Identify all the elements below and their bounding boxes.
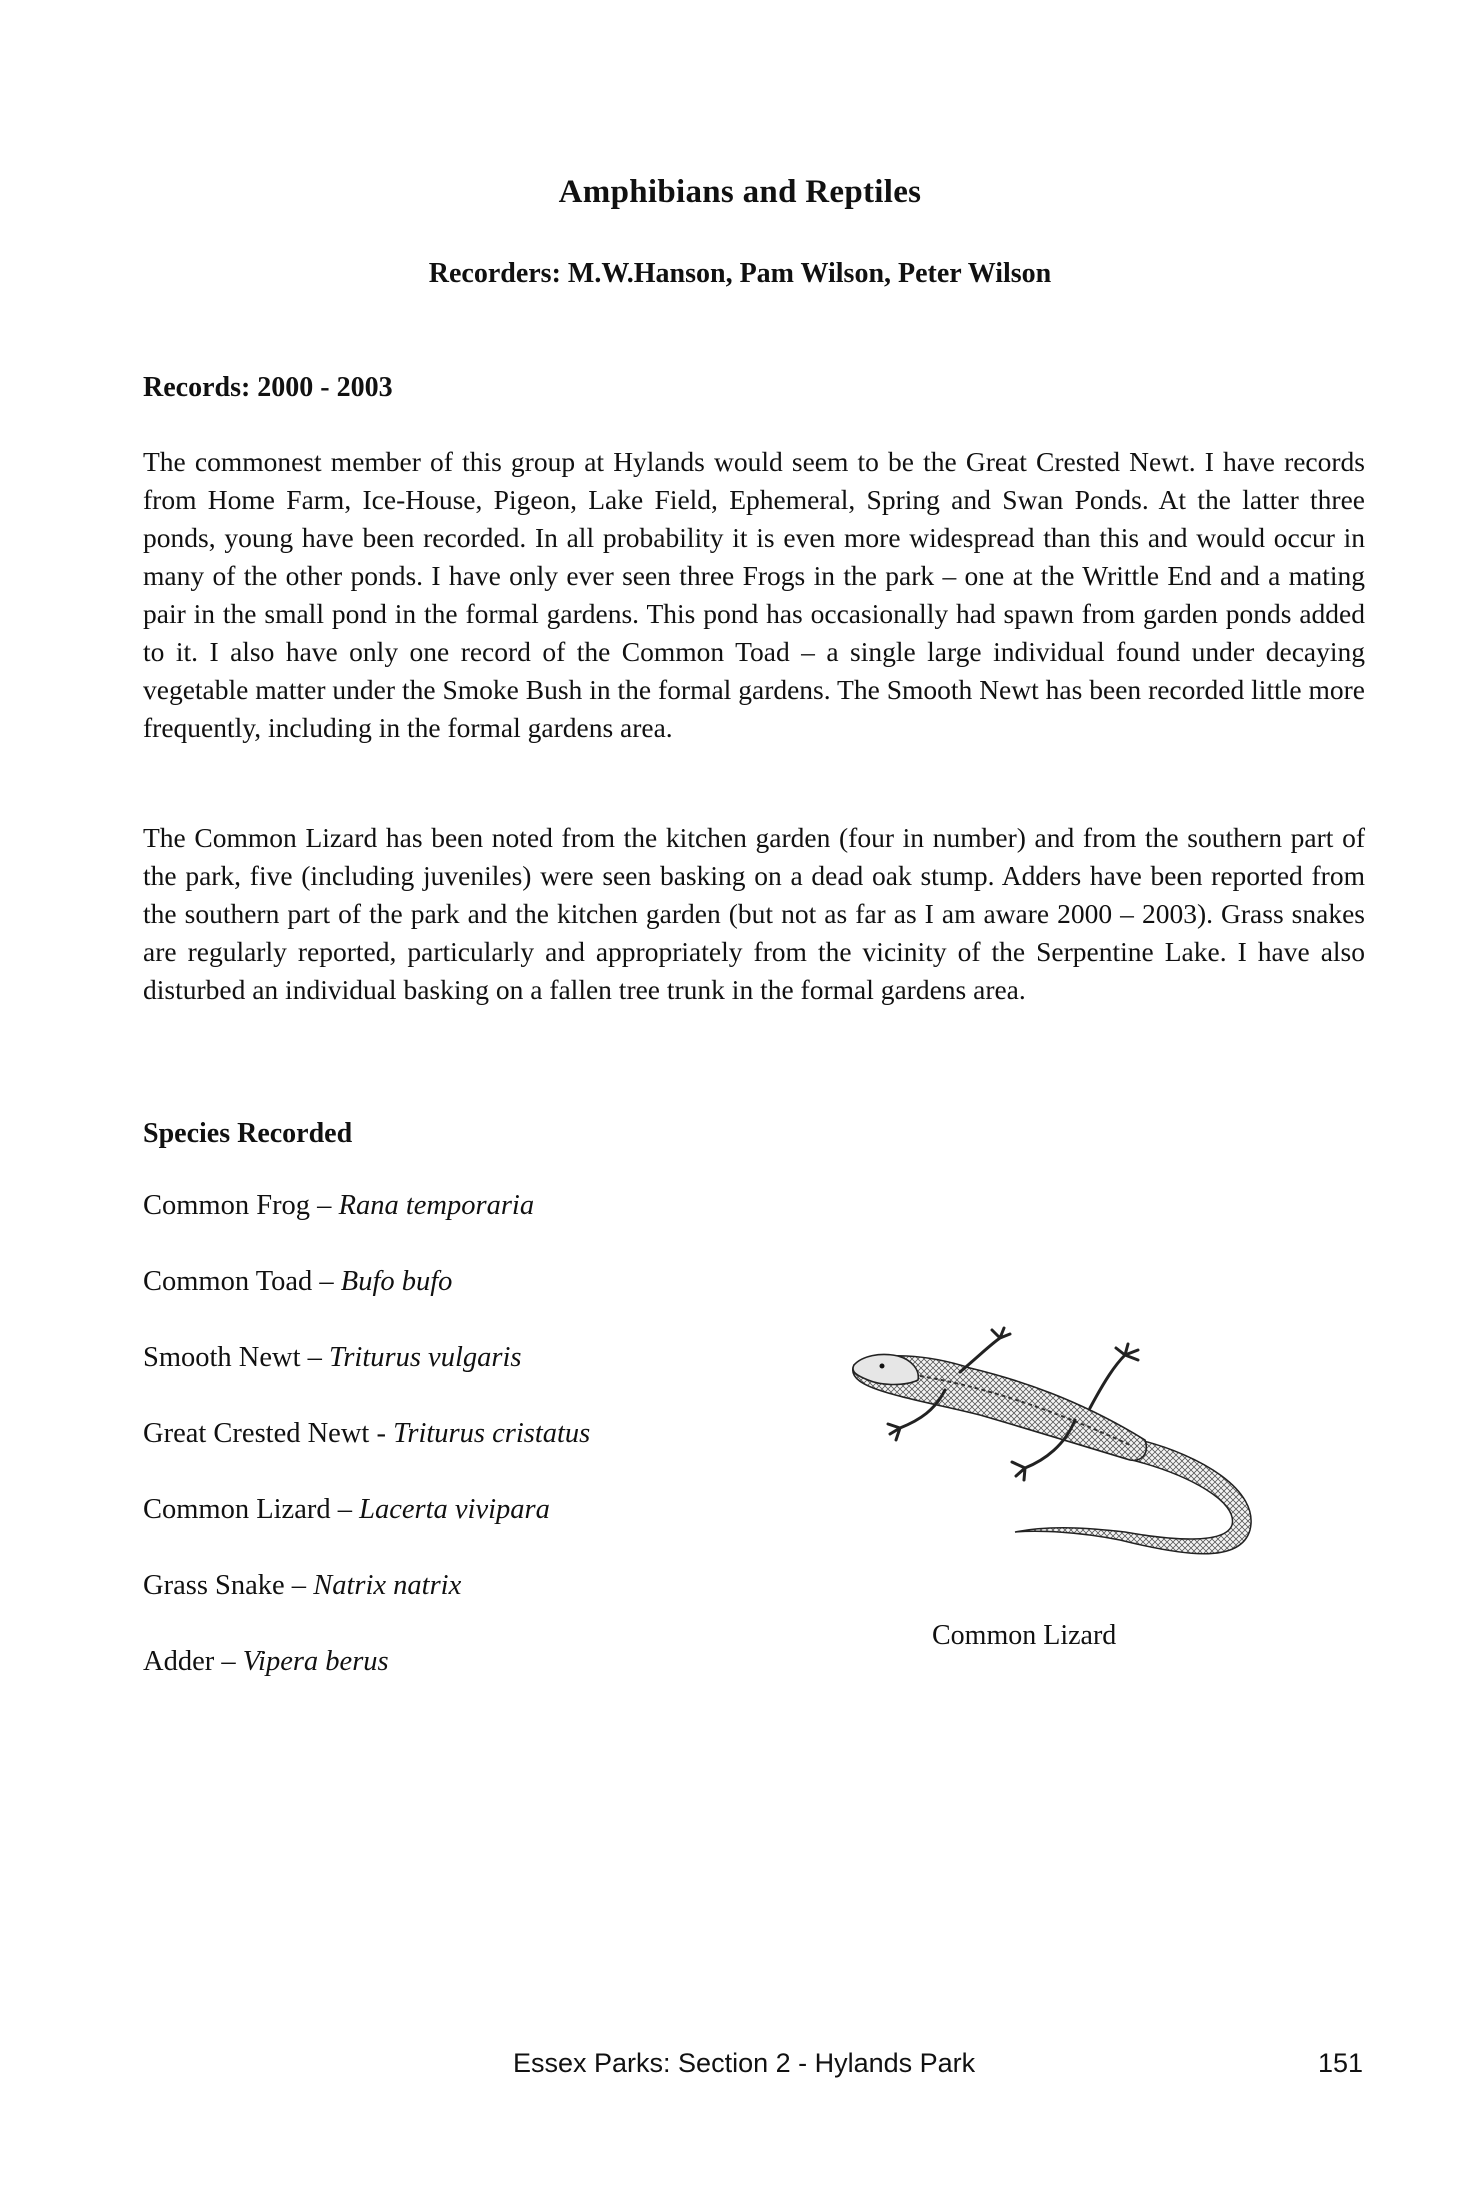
body-paragraph-1: The commonest member of this group at Hylands would seem to be the Great Crested Newt. I have records from Home Farm, Ice-House, Pigeon, Lake Field, Ephemeral, Spring and Swan Ponds. At the latter three ponds, young have been recorded. In all probability it is even more widespread than this and would occur in many of the other ponds. I have only ever seen three Frogs in the park – one at the Writtle End and a mating pair in the small pond in the formal gardens. This pond has occasionally had spawn from garden ponds added to it. I also have only one record of the Common Toad – a single large individual found under decaying vegetable matter under the Smoke Bush in the formal gardens. The Smooth Newt has been recorded little more frequently, including in the formal gardens area. xyxy=(143,446,1365,743)
figure-caption: Common Lizard xyxy=(932,1620,1117,1651)
species-latin-name: Triturus cristatus xyxy=(393,1418,591,1449)
species-common-name: Common Lizard – xyxy=(143,1494,360,1525)
species-item xyxy=(143,1568,590,1644)
footer-title: Essex Parks: Section 2 - Hylands Park xyxy=(513,2048,976,2078)
species-common-name: Smooth Newt – xyxy=(143,1342,330,1373)
recorders-line: Recorders: M.W.Hanson, Pam Wilson, Peter Wilson xyxy=(428,258,1052,289)
species-common-name: Common Toad – xyxy=(143,1266,341,1297)
species-latin-name: Vipera berus xyxy=(242,1646,389,1677)
species-latin-name: Rana temporaria xyxy=(338,1190,535,1221)
species-common-name: Great Crested Newt - xyxy=(143,1418,394,1449)
lizard-illustration xyxy=(840,1320,1290,1590)
species-item xyxy=(143,1416,590,1492)
lizard-icon xyxy=(840,1320,1290,1590)
page-title: Amphibians and Reptiles xyxy=(558,174,922,210)
species-latin-name: Lacerta vivipara xyxy=(359,1494,550,1525)
species-latin-name: Natrix natrix xyxy=(313,1570,462,1601)
species-item xyxy=(143,1264,590,1340)
records-heading: Records: 2000 - 2003 xyxy=(143,372,393,403)
species-heading: Species Recorded xyxy=(143,1118,353,1149)
species-common-name: Adder – xyxy=(143,1646,243,1677)
species-item xyxy=(143,1492,590,1568)
species-latin-name: Bufo bufo xyxy=(340,1266,453,1297)
body-paragraph-2: The Common Lizard has been noted from the kitchen garden (four in number) and from the southern part of the park, five (including juveniles) were seen basking on a dead oak stump. Adders have been reported from the southern part of the park and the kitchen garden (but not as far as I am aware 2000 – 2003). Grass snakes are regularly reported, particularly and appropriately from the vicinity of the Serpentine Lake. I have also disturbed an individual basking on a fallen tree trunk in the formal gardens area. xyxy=(143,822,1365,1005)
species-latin-name: Triturus vulgaris xyxy=(329,1342,522,1373)
species-common-name: Common Frog – xyxy=(143,1190,339,1221)
species-item xyxy=(143,1188,590,1264)
page-number: 151 xyxy=(1318,2048,1364,2078)
species-common-name: Grass Snake – xyxy=(143,1570,314,1601)
species-item xyxy=(143,1340,590,1416)
species-list xyxy=(143,1188,590,1720)
species-item xyxy=(143,1644,590,1720)
